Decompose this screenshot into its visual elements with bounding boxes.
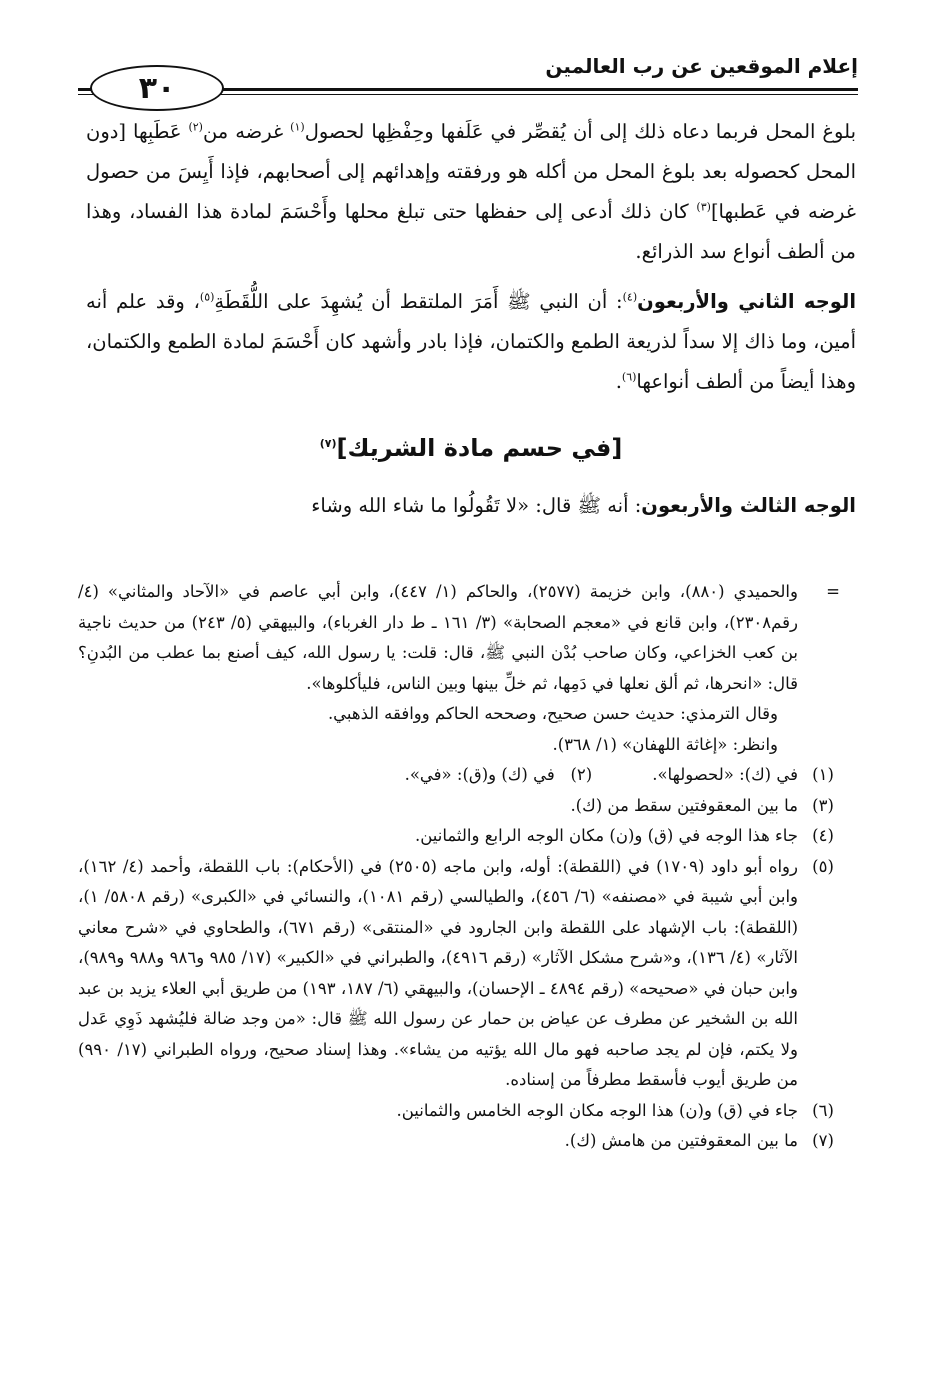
footnote-7 <box>78 1126 848 1157</box>
p1-text-3: عَطَبِها [دون المحل كحصوله بعد بلوغ المحل من أكله هو ورفقته وإهدائهم إلى أصحابهم، فإذا أَيِسَ من حصول غرضه في عَطبها] <box>86 120 856 223</box>
p2-text-2: ، وقد علم أنه أمين، وما ذاك إلا سداً لذريعة الطمع والكتمان، فإذا بادر وأشهد كان أَحْسَمَ لمادة الطمع والكتمان، وهذا أيضاً من ألطف أنواعها <box>86 290 856 393</box>
p2-lead: الوجه الثاني والأربعون <box>637 290 856 313</box>
running-title: إعلام الموقعين عن رب العالمين <box>545 54 858 78</box>
footnote-ref-1: (١) <box>290 120 305 134</box>
footnote-2-number: (٢) <box>570 765 593 784</box>
footnote-number: (٧) <box>812 1131 834 1150</box>
footnote-6 <box>78 1096 848 1127</box>
footnote-3 <box>78 791 848 822</box>
footnote-5 <box>78 852 848 1096</box>
footnote-number: (٤) <box>812 826 834 845</box>
footnote-2-text: في (ك) و(ق): «في». <box>404 765 555 784</box>
footnote-ref-7: (٧) <box>319 437 337 450</box>
p1-text-1: بلوغ المحل فربما دعاه ذلك إلى أن يُقصِّر في عَلَفها وحِفْظِها لحصول <box>304 120 857 143</box>
footnote-number: (١) <box>812 765 834 784</box>
footnote-text: جاء هذا الوجه في (ق) و(ن) مكان الوجه الرابع والثمانين. <box>414 826 798 845</box>
footnote-ref-3: (٣) <box>696 200 711 214</box>
continuation-text: والحميدي (٨٨٠)، وابن خزيمة (٢٥٧٧)، والحاكم (١/ ٤٤٧)، وابن أبي عاصم في «الآحاد والمثاني» (٤/رقم٢٣٠٨)، وابن قانع في «معجم الصحابة» (٣/ ١٦١ ـ ط دار الغرباء)، والبيهقي (٥/ ٢٤٣) من حديث ناجية بن كعب الخزاعي، وكان صاحب بُدْن النبي ﷺ، قال: قلت: يا رسول الله، كيف أصنع بما عطب من البُدنِ؟ قال: «انحرها، ثم ألق نعلها في دَمِها، ثم خلِّ بينها وبين الناس، فليأكلوها». <box>78 582 798 693</box>
footnote-number: (٣) <box>812 795 834 815</box>
footnote-ref-6: (٦) <box>621 370 637 384</box>
p1-text-4: كان ذلك أدعى إلى حفظها حتى تبلغ محلها وأَحْسَمَ لمادة هذا الفساد، وهذا من ألطف أنواع سد الذرائع. <box>86 200 856 263</box>
p2-text-3: . <box>615 370 622 393</box>
footnote-ref-4: (٤) <box>622 290 638 304</box>
footnote-text: رواه أبو داود (١٧٠٩) في (اللقطة): أوله، وابن ماجه (٢٥٠٥) في (الأحكام): باب اللقطة، وأحمد (٤/ ١٦٢)، وابن أبي شيبة في «مصنفه» (٦/ ٤٥٦)، والطيالسي (رقم ١٠٨١)، والنسائي في «الكبرى» (رقم ٥٨٠٨/ ١)، (اللقطة): باب الإشهاد على اللقطة وابن الجارود في «المنتقى» (رقم ٦٧١)، والطحاوي في «شرح معاني الآثار» (٤/ ١٣٦)، و«شرح مشكل الآثار» (رقم ٤٩١٦)، والطبراني في «الكبير» (١٧/ ٩٨٥ و٩٨٦ و٩٨٨ و٩٨٩)، وابن حبان في «صحيحه» (رقم ٤٨٩٤ ـ الإحسان)، والبيهقي (٦/ ١٨٧، ١٩٣) من طريق أبي العلاء يزيد بن عبد الله بن الشخير عن مطرف عن عياض بن حمار عن رسول الله ﷺ قال: «من وجد ضالة فليُشهد ذَوِي عَدل ولا يكتم، فإن لم يجد صاحبه فهو مال الله يؤتيه من يشاء». وهذا إسناد صحيح، ورواه الطبراني (١٧/ ٩٩٠) من طريق أيوب فأسقط مطرفاً من إسناده. <box>78 856 799 1089</box>
footnote-number: (٥) <box>812 856 834 876</box>
footnote-ref-5: (٥) <box>199 290 215 304</box>
footnotes-section <box>78 577 848 1157</box>
p3-text-1: : أنه ﷺ قال: «لا تَقُولُوا ما شاء الله وشاء <box>311 494 642 517</box>
tirmidhi-note: وقال الترمذي: حديث حسن صحيح، وصححه الحاكم ووافقه الذهبي. <box>327 704 778 723</box>
footnote-text: ما بين المعقوفتين سقط من (ك). <box>570 795 798 815</box>
footnote-1-2 <box>78 760 848 791</box>
p2-text-1: : أن النبي ﷺ أَمَرَ الملتقط أن يُشهِدَ على اللُّقَطَةِ <box>214 290 623 313</box>
footnote-1-text: في (ك): «لحصولها». <box>652 765 798 784</box>
paragraph-2 <box>86 282 856 402</box>
main-text <box>86 112 856 526</box>
p3-lead: الوجه الثالث والأربعون <box>641 494 856 517</box>
p1-text-2: غرضه من <box>202 120 291 143</box>
page-header <box>78 40 858 106</box>
footnote-text: ما بين المعقوفتين من هامش (ك). <box>564 1131 798 1150</box>
see-also-note: وانظر: «إغاثة اللهفان» (١/ ٣٦٨). <box>552 734 778 754</box>
footnote-2 <box>405 760 593 791</box>
paragraph-3 <box>86 486 856 526</box>
footnote-number: (٦) <box>812 1100 834 1120</box>
paragraph-1 <box>86 112 856 272</box>
page-number: ٣٠ <box>90 65 224 111</box>
footnote-ref-2: (٢) <box>188 120 203 134</box>
footnote-4 <box>78 821 848 852</box>
footnote-text <box>78 760 798 791</box>
footnote-continuation <box>78 577 848 699</box>
continuation-mark: = <box>826 582 840 601</box>
section-heading-text: [في حسم مادة الشريك] <box>336 434 623 462</box>
section-heading <box>86 428 856 468</box>
footnote-text: جاء في (ق) و(ن) هذا الوجه مكان الوجه الخامس والثمانين. <box>396 1100 798 1120</box>
